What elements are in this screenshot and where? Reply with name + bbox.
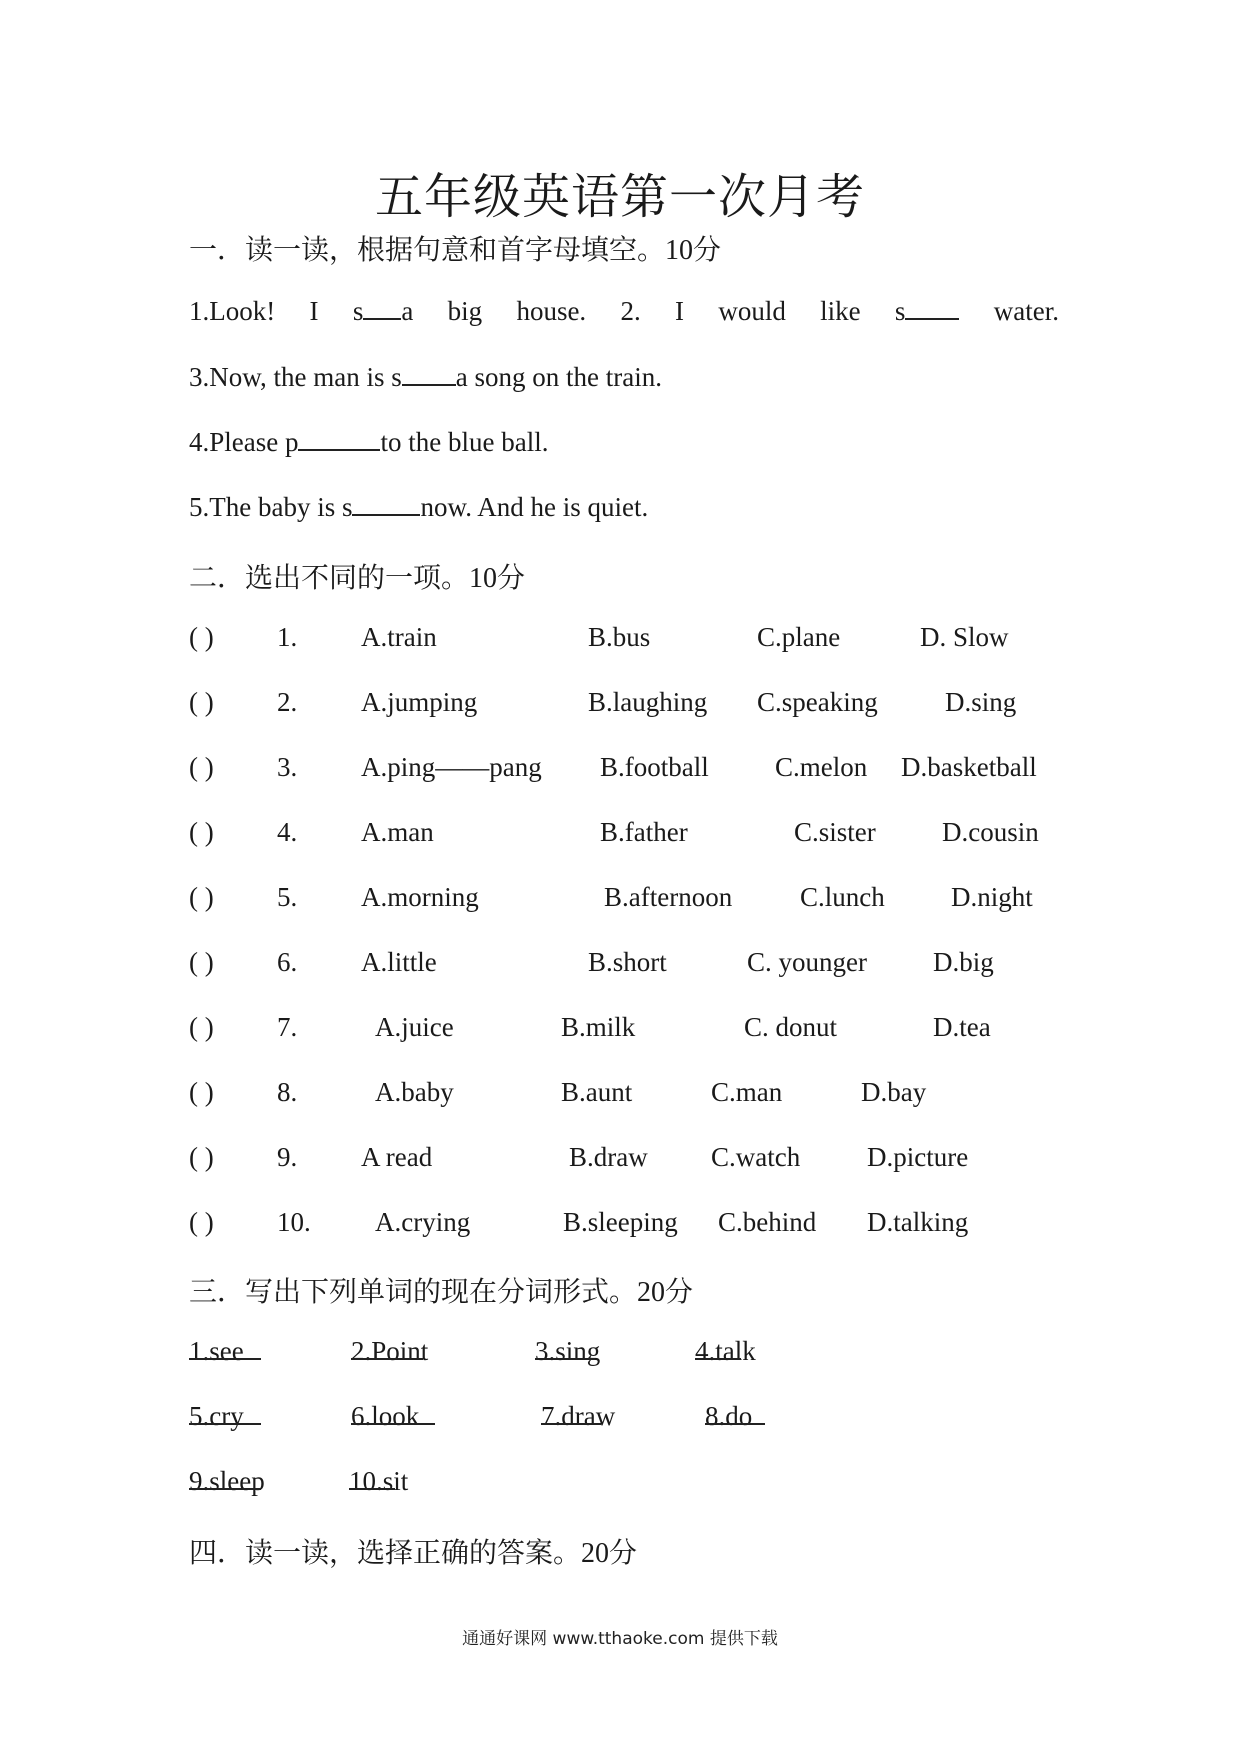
- mc-question-1: [189, 622, 1089, 658]
- option-c: C.plane: [757, 622, 841, 652]
- question-number: 7.: [277, 1012, 298, 1042]
- option-b: B.afternoon: [604, 882, 733, 912]
- option-b: B.football: [600, 752, 709, 782]
- footer-source: 通通好课网 www.tthaoke.com 提供下载: [462, 1629, 778, 1649]
- option-d: D.cousin: [942, 817, 1039, 847]
- option-b: B.laughing: [588, 687, 708, 717]
- question-number: 8.: [277, 1077, 298, 1107]
- q1-initial: s: [352, 296, 364, 326]
- q2-text-i: I: [675, 296, 685, 326]
- q5-text-start: 5.The baby is s: [189, 492, 353, 522]
- option-d: D.sing: [945, 687, 1017, 717]
- answer-bracket[interactable]: ( ): [189, 752, 214, 782]
- option-c: C.man: [711, 1077, 783, 1107]
- question-number: 10.: [277, 1207, 311, 1237]
- section-1-heading: 一．读一读，根据句意和首字母填空。10分: [189, 235, 722, 266]
- q1-text-i: I: [309, 296, 319, 326]
- mc-question-9: [189, 1142, 1089, 1178]
- option-a: A.morning: [361, 882, 479, 912]
- part3-row-1: [189, 1336, 889, 1372]
- q2-text-like: like: [820, 296, 861, 326]
- question-number: 2.: [277, 687, 298, 717]
- mc-question-7: [189, 1012, 1089, 1048]
- answer-bracket[interactable]: ( ): [189, 1207, 214, 1237]
- part3-word-2: 2.Point: [351, 1336, 429, 1366]
- option-d: D.bay: [861, 1077, 927, 1107]
- option-d: D.talking: [867, 1207, 969, 1237]
- option-d: D. Slow: [920, 622, 1009, 652]
- question-number: 3.: [277, 752, 298, 782]
- q4-text-start: 4.Please p: [189, 427, 299, 457]
- part3-word-8: 8.do: [705, 1401, 753, 1431]
- option-b: B.milk: [561, 1012, 636, 1042]
- option-c: C.sister: [794, 817, 876, 847]
- q1-text-house: house.: [516, 296, 587, 326]
- part3-word-9: 9.sleep: [189, 1466, 265, 1496]
- answer-bracket[interactable]: ( ): [189, 1077, 214, 1107]
- part3-word-4: 4.talk: [695, 1336, 756, 1366]
- part3-blank-6[interactable]: [351, 1401, 435, 1425]
- option-c: C.watch: [711, 1142, 801, 1172]
- part3-blank-4[interactable]: [695, 1336, 741, 1360]
- q1-text-look: 1.Look!: [189, 296, 276, 326]
- part3-word-3: 3.sing: [535, 1336, 601, 1366]
- option-c: C.speaking: [757, 687, 878, 717]
- option-a: A.baby: [375, 1077, 454, 1107]
- option-a: A.ping——pang: [361, 752, 542, 782]
- option-b: B.bus: [588, 622, 651, 652]
- part3-blank-8[interactable]: [705, 1401, 765, 1425]
- option-d: D.night: [951, 882, 1033, 912]
- q5-blank[interactable]: [352, 492, 420, 516]
- part3-word-7: 7.draw: [541, 1401, 616, 1431]
- q3-text-end: a song on the train.: [455, 362, 662, 392]
- option-d: D.basketball: [901, 752, 1037, 782]
- section-2-heading: 二．选出不同的一项。10分: [189, 563, 526, 594]
- option-a: A.man: [361, 817, 434, 847]
- part3-row-3: [189, 1466, 889, 1502]
- q1-blank-group: [353, 296, 414, 327]
- answer-bracket[interactable]: ( ): [189, 947, 214, 977]
- option-c: C.behind: [718, 1207, 817, 1237]
- q5-text-end: now. And he is quiet.: [420, 492, 649, 522]
- answer-bracket[interactable]: ( ): [189, 1142, 214, 1172]
- answer-bracket[interactable]: ( ): [189, 817, 214, 847]
- part3-blank-2[interactable]: [351, 1336, 423, 1360]
- mc-question-5: [189, 882, 1089, 918]
- question-number: 1.: [277, 622, 298, 652]
- part3-blank-7[interactable]: [541, 1401, 601, 1425]
- q4-text-end: to the blue ball.: [380, 427, 549, 457]
- part3-word-1: 1.see: [189, 1336, 244, 1366]
- section-3-heading: 三．写出下列单词的现在分词形式。20分: [189, 1277, 694, 1308]
- q3-text-start: 3.Now, the man is s: [189, 362, 402, 392]
- part1-question-3: [189, 362, 662, 393]
- option-a: A.jumping: [361, 687, 478, 717]
- answer-bracket[interactable]: ( ): [189, 687, 214, 717]
- q1-blank[interactable]: [363, 296, 401, 320]
- option-a: A.train: [361, 622, 437, 652]
- option-b: B.short: [588, 947, 667, 977]
- q3-blank[interactable]: [402, 362, 456, 386]
- exam-title: 五年级英语第一次月考: [374, 171, 865, 224]
- option-c: C.melon: [775, 752, 868, 782]
- q2-initial: s: [894, 296, 906, 326]
- part3-blank-1[interactable]: [189, 1336, 261, 1360]
- option-c: C. younger: [747, 947, 867, 977]
- answer-bracket[interactable]: ( ): [189, 622, 214, 652]
- part1-question-4: [189, 427, 548, 458]
- option-d: D.tea: [933, 1012, 991, 1042]
- q2-blank-group: [895, 296, 960, 327]
- option-c: C.lunch: [800, 882, 885, 912]
- option-c: C. donut: [744, 1012, 838, 1042]
- q2-text-water: water.: [993, 296, 1059, 326]
- mc-question-2: [189, 687, 1089, 723]
- q1-text-big: big: [447, 296, 483, 326]
- option-d: D.big: [933, 947, 994, 977]
- option-b: B.father: [600, 817, 688, 847]
- q1-text-a: a: [401, 296, 414, 326]
- q4-blank[interactable]: [298, 427, 380, 451]
- option-a: A.juice: [375, 1012, 454, 1042]
- answer-bracket[interactable]: ( ): [189, 1012, 214, 1042]
- question-number: 9.: [277, 1142, 298, 1172]
- option-b: B.draw: [569, 1142, 648, 1172]
- mc-question-10: [189, 1207, 1089, 1243]
- part3-word-5: 5.cry: [189, 1401, 244, 1431]
- option-a: A.crying: [375, 1207, 471, 1237]
- part3-blank-9[interactable]: [189, 1466, 261, 1490]
- part3-row-2: [189, 1401, 889, 1437]
- part3-blank-5[interactable]: [189, 1401, 261, 1425]
- mc-question-3: [189, 752, 1089, 788]
- part1-question-5: [189, 492, 648, 523]
- question-number: 6.: [277, 947, 298, 977]
- option-b: B.sleeping: [563, 1207, 678, 1237]
- answer-bracket[interactable]: ( ): [189, 882, 214, 912]
- part3-blank-3[interactable]: [535, 1336, 595, 1360]
- q2-text-would: would: [718, 296, 786, 326]
- q2-number: 2.: [620, 296, 641, 326]
- mc-question-4: [189, 817, 1089, 853]
- mc-question-6: [189, 947, 1089, 983]
- part3-word-6: 6.look: [351, 1401, 420, 1431]
- mc-question-8: [189, 1077, 1089, 1113]
- question-number: 5.: [277, 882, 298, 912]
- option-a: A.little: [361, 947, 437, 977]
- option-d: D.picture: [867, 1142, 969, 1172]
- part3-blank-10[interactable]: [349, 1466, 395, 1490]
- question-number: 4.: [277, 817, 298, 847]
- part3-word-10: 10.sit: [349, 1466, 409, 1496]
- option-a: A read: [361, 1142, 433, 1172]
- section-4-heading: 四．读一读，选择正确的答案。20分: [189, 1538, 638, 1569]
- part1-question-1-2: [189, 296, 1059, 327]
- q2-blank[interactable]: [905, 296, 959, 320]
- option-b: B.aunt: [561, 1077, 633, 1107]
